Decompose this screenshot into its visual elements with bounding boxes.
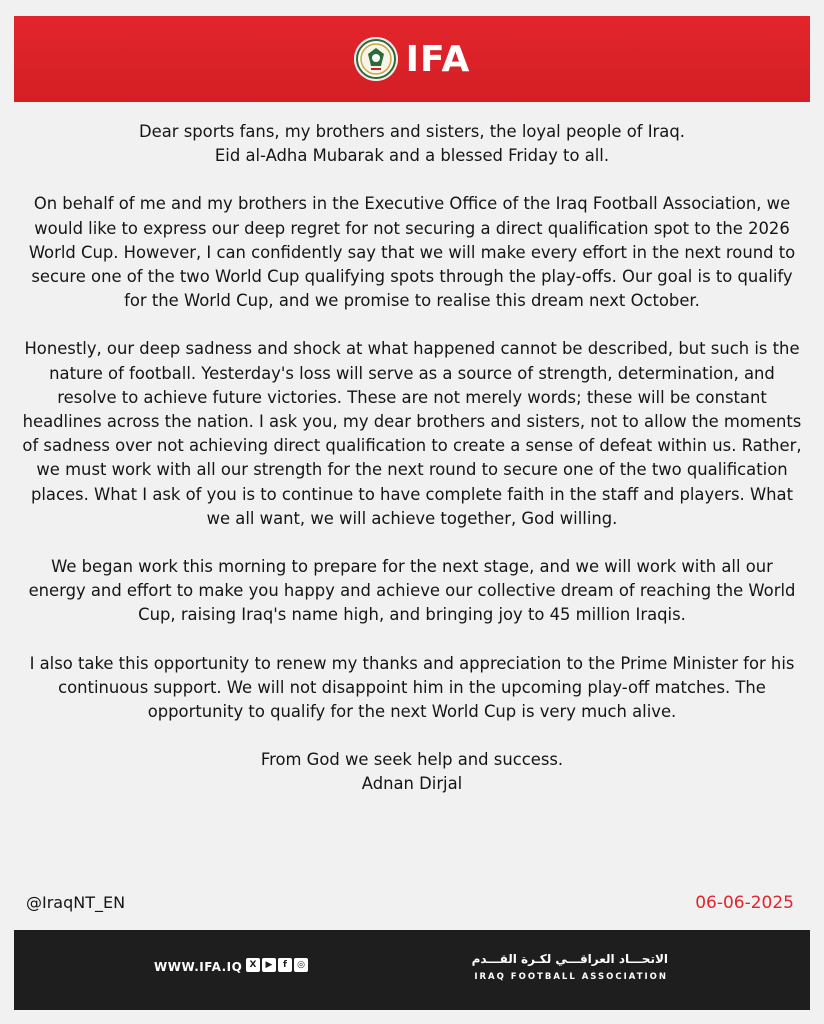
- ifa-logo: [354, 37, 471, 81]
- website-link[interactable]: WWW.IFA.IQ: [154, 960, 243, 974]
- ifa-emblem-icon: [354, 37, 398, 81]
- greeting-line-2: Eid al-Adha Mubarak and a blessed Friday to all.: [214, 146, 610, 166]
- paragraph-sadness: Honestly, our deep sadness and shock at what happened cannot be described, but such is the nature of football. Yesterday's loss will serve as a source of strength, determination, and resolve to achieve future victories. These are not merely words; these will be constant headlines across the nation. I ask you, my dear brothers and sisters, not to allow the moments of sadness over not achieving direct qualification to create a sense of defeat within us. Rather, we must work with all our strength for the next round to secure one of the two qualification places. What I ask of you is to continue to have complete faith in the staff and players. What we all want, we will achieve together, God willing.: [22, 339, 802, 528]
- footer-bar: [14, 930, 810, 1010]
- instagram-icon[interactable]: ◎: [294, 958, 308, 972]
- closing-block: [20, 748, 804, 796]
- header-banner: [14, 16, 810, 102]
- closing-line: From God we seek help and success.: [260, 750, 564, 770]
- association-name-english: IRAQ FOOTBALL ASSOCIATION: [474, 972, 668, 982]
- paragraph-thanks: I also take this opportunity to renew my thanks and appreciation to the Prime Minister for his continuous support. We will not disappoint him in the upcoming play-off matches. The opportunity to qualify for the next World Cup is very much alive.: [29, 653, 795, 722]
- social-icons: [246, 958, 308, 972]
- greeting-line-1: Dear sports fans, my brothers and sisters, the loyal people of Iraq.: [139, 122, 685, 141]
- letter-body: [20, 120, 804, 797]
- paragraph-regret: On behalf of me and my brothers in the Executive Office of the Iraq Football Association, we would like to express our deep regret for not securing a direct qualification spot to the 2026 World Cup. However, I can confidently say that we will make every effort in the next round to secure one of the two World Cup qualifying spots through the play-offs. Our goal is to qualify for the World Cup, and we promise to realise this dream next October.: [28, 194, 796, 311]
- signature: Adnan Dirjal: [361, 774, 463, 794]
- youtube-icon[interactable]: ▶: [262, 958, 276, 972]
- association-name-arabic: الاتحـــاد العراقـــي لكـرة القـــدم: [471, 952, 668, 966]
- ifa-logo-text: IFA: [405, 38, 471, 80]
- x-icon[interactable]: X: [246, 958, 260, 972]
- statement-date: 06-06-2025: [695, 893, 794, 913]
- facebook-icon[interactable]: f: [278, 958, 292, 972]
- paragraph-preparation: We began work this morning to prepare for the next stage, and we will work with all our energy and effort to make you happy and achieve our collective dream of reaching the World Cup, raising Iraq's name high, and bringing joy to 45 million Iraqis.: [28, 557, 796, 625]
- social-handle: @IraqNT_EN: [26, 893, 126, 912]
- greeting: [20, 120, 804, 168]
